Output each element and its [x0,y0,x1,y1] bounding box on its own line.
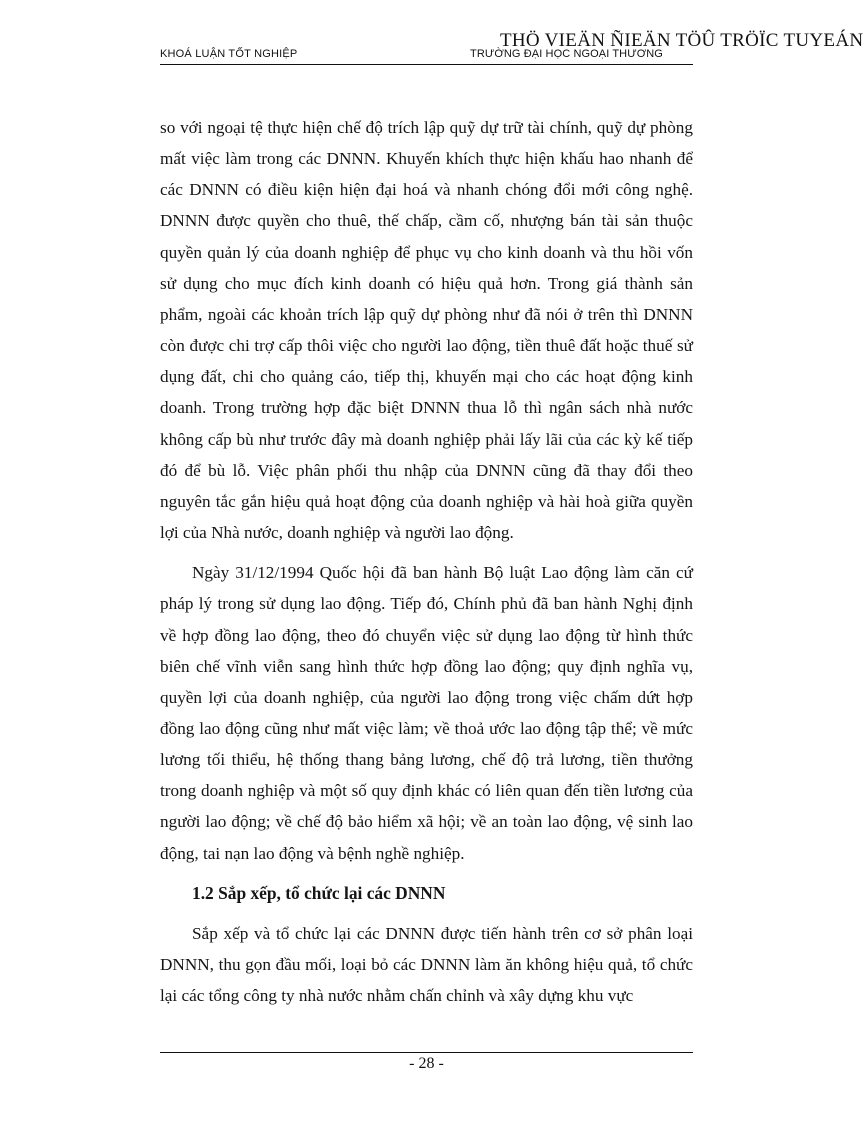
paragraph-3: Sắp xếp và tổ chức lại các DNNN được tiến hành trên cơ sở phân loại DNNN, thu gọn đầu mối, loại bỏ các DNNN làm ăn không hiệu quả, tổ chức lại các tổng công ty nhà nước nhằm chấn chỉnh và xây dựng khu vực [160,923,693,1006]
body-text [160,112,693,1020]
page-number: - 28 - [409,1055,444,1072]
footer-divider [160,1052,693,1053]
section-heading: 1.2 Sắp xếp, tổ chức lại các DNNN [192,882,446,903]
paragraph-2: Ngày 31/12/1994 Quốc hội đã ban hành Bộ luật Lao động làm căn cứ pháp lý trong sử dụng lao động. Tiếp đó, Chính phủ đã ban hành Nghị định về hợp đồng lao động, theo đó chuyển việc sử dụng lao động từ hình thức biên chế vĩnh viễn sang hình thức hợp đồng lao động; quy định nghĩa vụ, quyền lợi của doanh nghiệp, của người lao động trong việc chấm dứt hợp đồng lao động cũng như mất việc làm; về thoả ước lao động tập thể; về mức lương tối thiểu, hệ thống thang bảng lương, chế độ trả lương, tiền thưởng trong doanh nghiệp và một số quy định khác có liên quan đến tiền lương của người lao động; về chế độ bảo hiểm xã hội; về an toàn lao động, vệ sinh lao động, tai nạn lao động và bệnh nghề nghiệp. [160,563,693,863]
header-university-name: TRƯỜNG ĐẠI HỌC NGOẠI THƯƠNG [470,48,663,60]
library-watermark: THÖ VIEÄN ÑIEÄN TÖÛ TRÖÏC TUYEÁN [500,30,863,51]
header-divider [160,64,693,65]
paragraph-1: so với ngoại tệ thực hiện chế độ trích lập quỹ dự trữ tài chính, quỹ dự phòng mất việc làm trong các DNNN. Khuyến khích thực hiện khấu hao nhanh để các DNNN có điều kiện hiện đại hoá và nhanh chóng đổi mới công nghệ. DNNN được quyền cho thuê, thế chấp, cầm cố, nhượng bán tài sản thuộc quyền quản lý của doanh nghiệp để phục vụ cho kinh doanh và thu hồi vốn sử dụng cho mục đích kinh doanh có hiệu quả hơn. Trong giá thành sản phẩm, ngoài các khoản trích lập quỹ dự phòng như đã nói ở trên thì DNNN còn được chi trợ cấp thôi việc cho người lao động, tiền thuê đất hoặc thuế sử dụng đất, chi cho quảng cáo, tiếp thị, khuyến mại cho các hoạt động kinh doanh. Trong trường hợp đặc biệt DNNN thua lỗ thì ngân sách nhà nước không cấp bù như trước đây mà doanh nghiệp phải lấy lãi của các kỳ kế tiếp đó để bù lỗ. Việc phân phối thu nhập của DNNN cũng đã thay đổi theo nguyên tắc gắn hiệu quả hoạt động của doanh nghiệp và hài hoà giữa quyền lợi của Nhà nước, doanh nghiệp và người lao động. [160,118,693,543]
header-thesis-title: KHOÁ LUẬN TỐT NGHIỆP [160,48,298,60]
